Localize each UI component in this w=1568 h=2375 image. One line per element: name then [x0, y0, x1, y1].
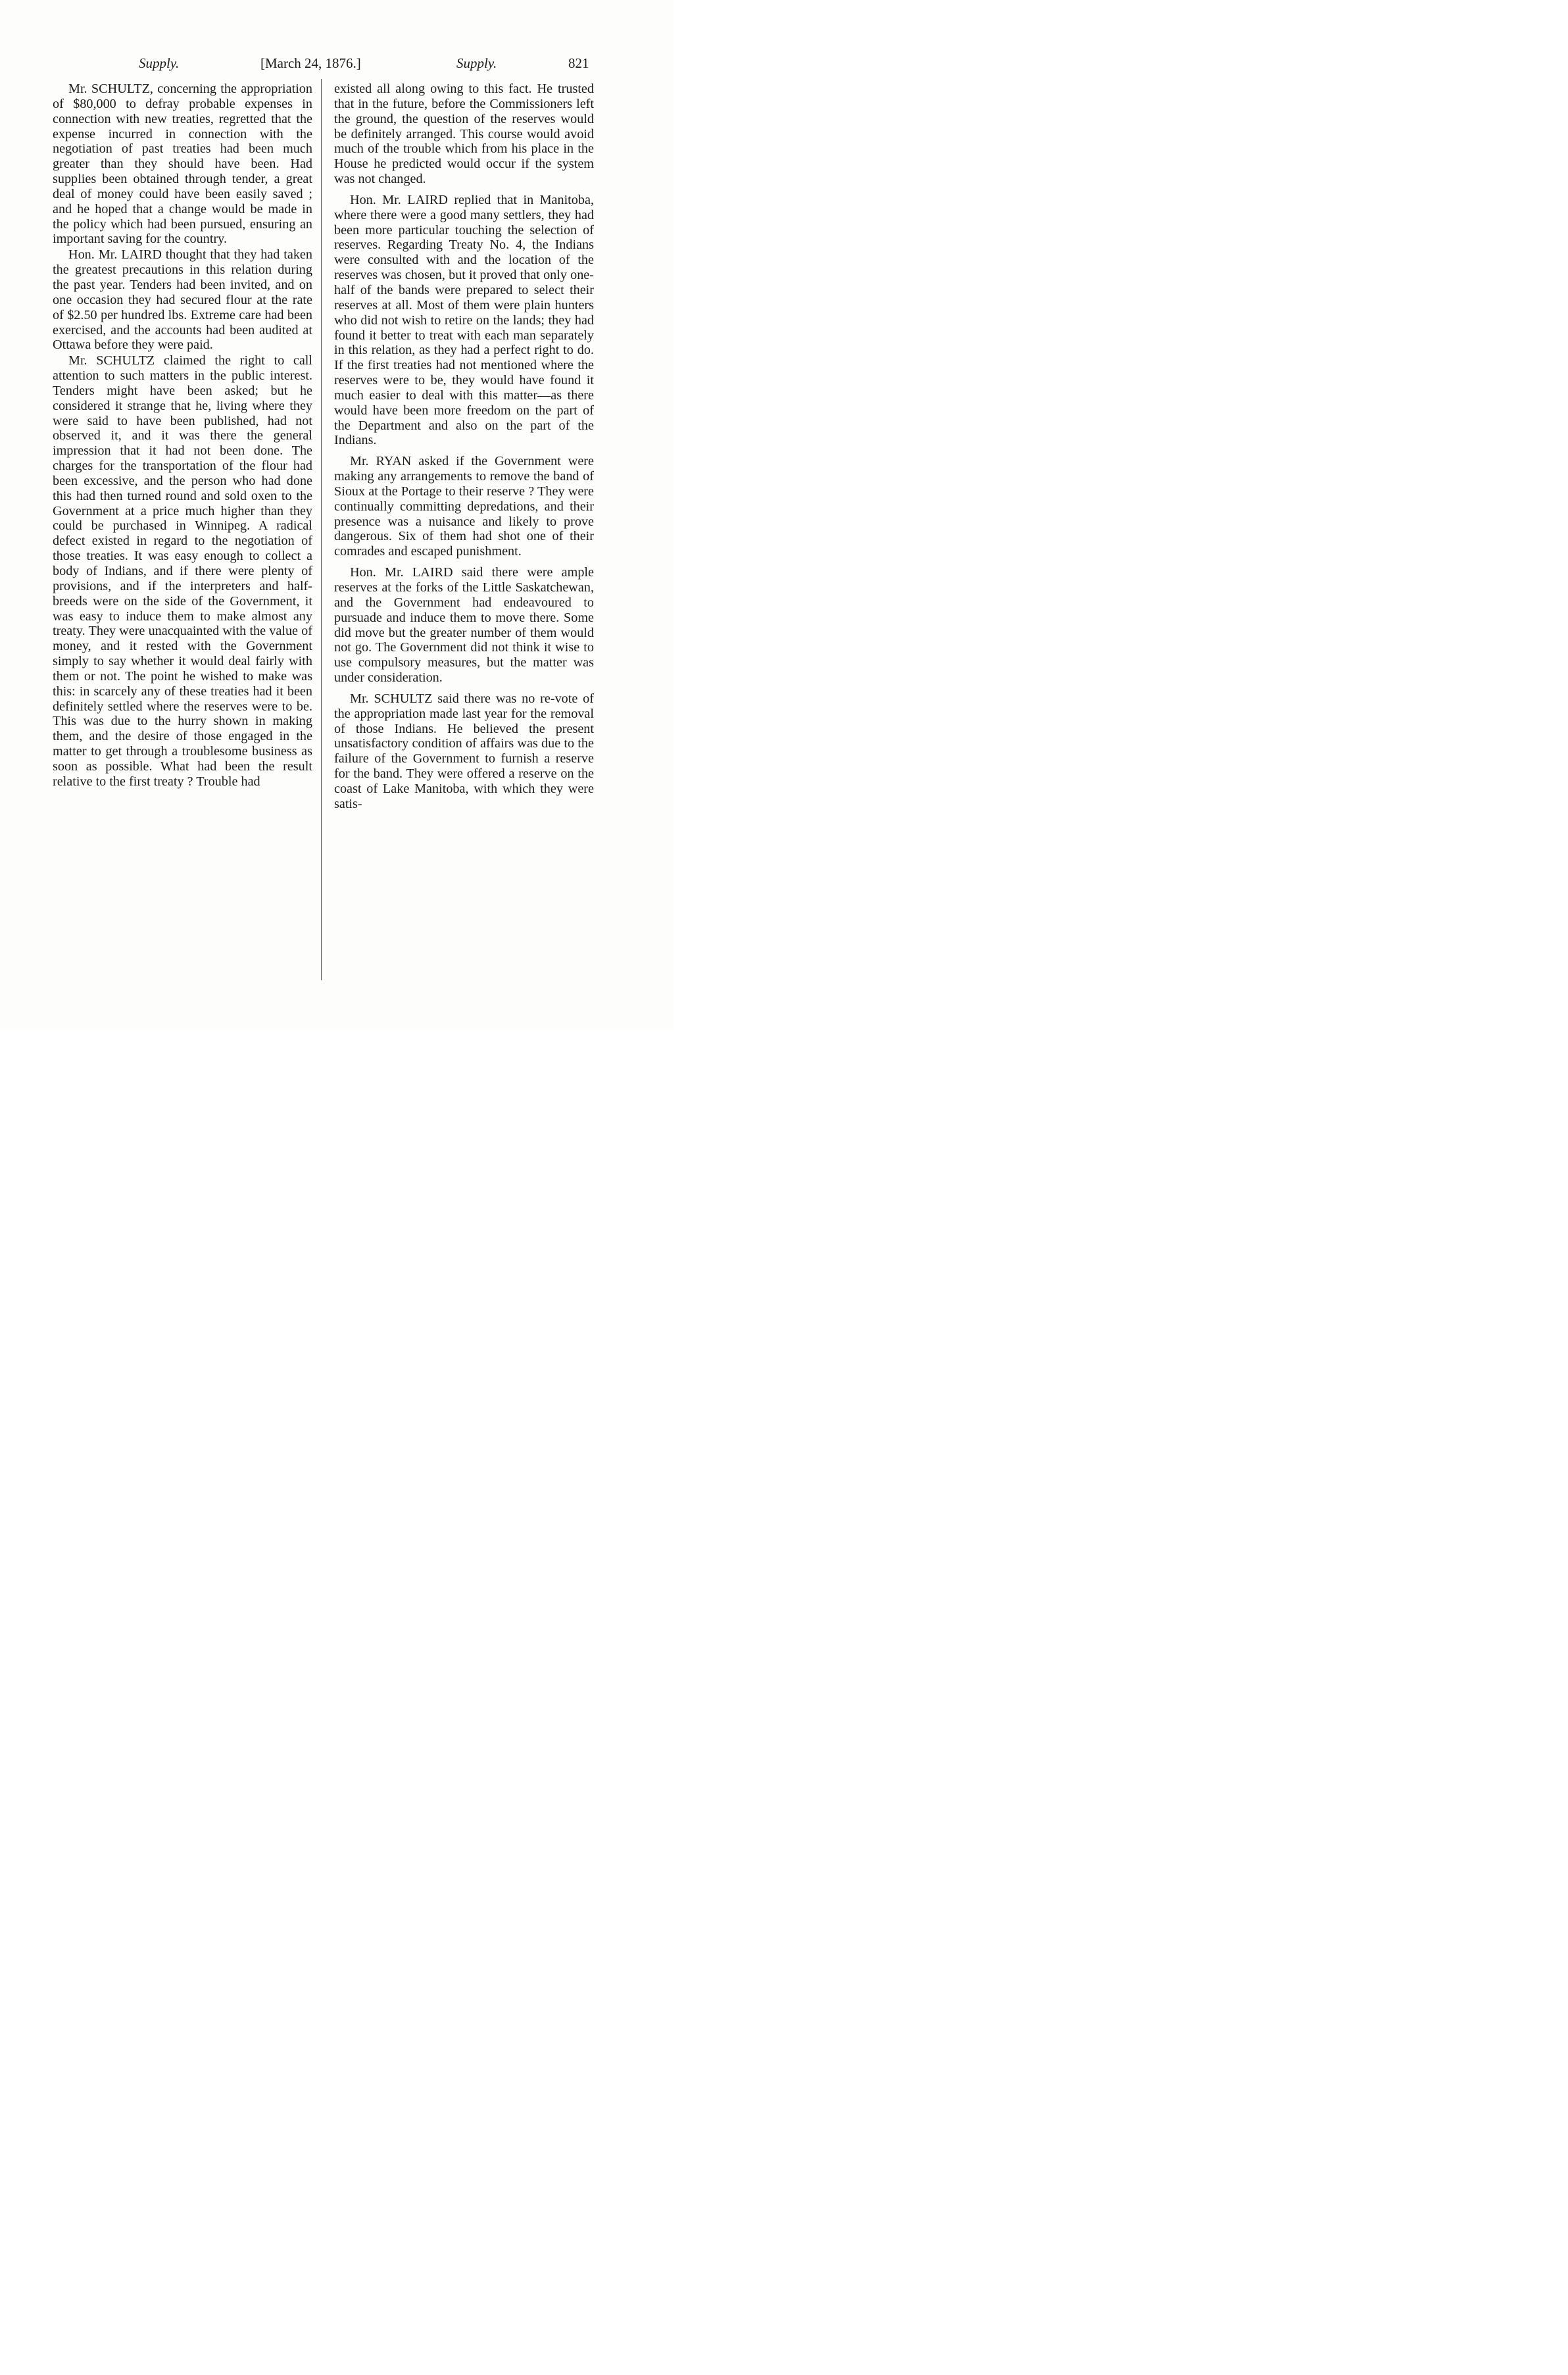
- left-column: [53, 82, 312, 789]
- page-number: 821: [568, 55, 589, 71]
- paragraph-laird-precautions: Hon. Mr. LAIRD thought that they had taken the greatest precautions in this relation during the past year. Tenders had been invited, and on one occasion they had secured flour at the rate of $2.50 per hundred lbs. Extreme care had been exercised, and the accounts had been audited at Ottawa before they were paid.: [53, 247, 312, 353]
- paragraph-laird-reserves: Hon. Mr. LAIRD said there were ample reserves at the forks of the Little Saskatchewan, and the Government had endeavoured to pursuade and induce them to move there. Some did move but the greater number of them would not go. The Government did not think it wise to use compulsory measures, but the matter was under consideration.: [334, 565, 594, 686]
- paragraph-schultz-revote: Mr. SCHULTZ said there was no re-vote of the appropriation made last year for the removal of those Indians. He believed the present unsatisfactory condition of affairs was due to the failure of the Government to furnish a reserve for the band. They were offered a reserve on the coast of Lake Manitoba, with which they were satis-: [334, 691, 594, 811]
- document-page: [0, 0, 674, 1030]
- header-section-right: Supply.: [456, 55, 497, 71]
- right-column: [334, 82, 594, 812]
- paragraph-continuation: existed all along owing to this fact. He trusted that in the future, before the Commissioners left the ground, the question of the reserves would be definitely arranged. This course would avoid much of the trouble which from his place in the House he predicted would occur if the system was not changed.: [334, 82, 594, 187]
- paragraph-schultz-claim: Mr. SCHULTZ claimed the right to call attention to such matters in the public interest. Tenders might have been asked; but he considered it strange that he, living where they were said to have been published, had not observed it, and it was there the general impression that it had not been done. The charges for the transportation of the flour had been excessive, and the person who had done this had then turned round and sold oxen to the Government at a price much higher than they could be purchased in Winnipeg. A radical defect existed in regard to the negotiation of those treaties. It was easy enough to collect a body of Indians, and if there were plenty of provisions, and if the interpreters and half-breeds were on the side of the Government, it was easy to induce them to make almost any treaty. They were unacquainted with the value of money, and it rested with the Government simply to say whether it would deal fairly with them or not. The point he wished to make was this: in scarcely any of these treaties had it been definitely settled where the reserves were to be. This was due to the hurry shown in making them, and the desire of those engaged in the matter to get through a troublesome business as soon as possible. What had been the result relative to the first treaty ? Trouble had: [53, 353, 312, 789]
- header-date: [March 24, 1876.]: [260, 55, 361, 71]
- paragraph-laird-manitoba: Hon. Mr. LAIRD replied that in Manitoba, where there were a good many settlers, they had been more particular touching the selection of reserves. Regarding Treaty No. 4, the Indians were consulted with and the location of the reserves was chosen, but it proved that only one-half of the bands were prepared to select their reserves at all. Most of them were plain hunters who did not wish to retire on the lands; they had found it better to treat with each man separately in this relation, as they had a perfect right to do. If the first treaties had not mentioned where the reserves were to be, they would have found it much easier to deal with this matter—as there would have been more freedom on the part of the Department and also on the part of the Indians.: [334, 192, 594, 448]
- paragraph-schultz-appropriation: Mr. SCHULTZ, concerning the appropriation of $80,000 to defray probable expenses in connection with new treaties, regretted that the expense incurred in connection with the negotiation of past treaties had been much greater than they should have been. Had supplies been obtained through tender, a great deal of money could have been easily saved ; and he hoped that a change would be made in the policy which had been pursued, ensuring an important saving for the country.: [53, 82, 312, 247]
- header-section-left: Supply.: [139, 55, 180, 71]
- column-divider: [321, 79, 322, 980]
- running-header: [53, 55, 599, 75]
- paragraph-ryan-sioux: Mr. RYAN asked if the Government were making any arrangements to remove the band of Sioux at the Portage to their reserve ? They were continually committing depredations, and their presence was a nuisance and likely to prove dangerous. Six of them had shot one of their comrades and escaped punishment.: [334, 454, 594, 559]
